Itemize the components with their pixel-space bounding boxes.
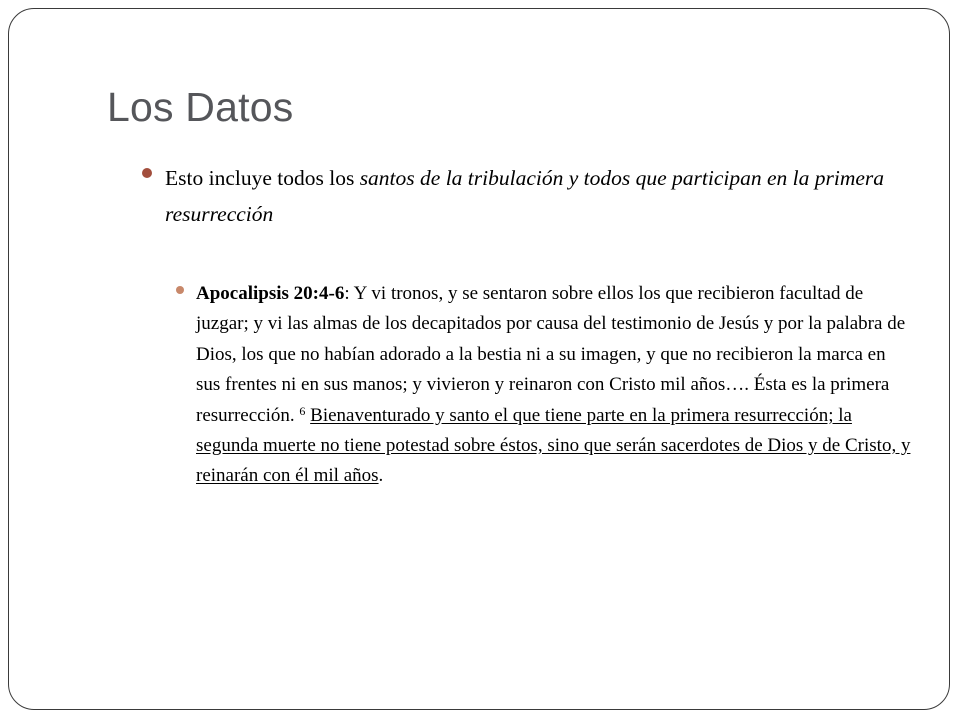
scripture-text: : Y vi tronos, y se sentaron sobre ellos los que recibieron facultad de juzgar; y vi las almas de los decapitados por causa del testimonio de Jesús y por la palabra de Dios, los que no habían adorado a la bestia ni a su imagen, y que no recibieron la marca en sus frentes ni en sus manos; y vivieron y reinaron con Cristo mil años…. Ésta es la primera resurrección. — [196, 283, 906, 426]
bullet-level-2 — [196, 279, 911, 492]
bullet1-plain-text: Esto incluye todos los — [165, 166, 360, 190]
bullet-dot-icon — [142, 168, 152, 178]
verse-number: 6 — [299, 403, 306, 418]
slide-title: Los Datos — [107, 84, 294, 130]
scripture-reference: Apocalipsis 20:4-6 — [196, 283, 345, 304]
scripture-end: . — [378, 465, 384, 487]
bullet-level-1 — [165, 160, 910, 232]
scripture-underlined-text: Bienaventurado y santo el que tiene parte en la primera resurrección; la segunda muerte no tiene potestad sobre éstos, sino que serán sacerdotes de Dios y de Cristo, y reinarán con él mil años — [196, 404, 911, 487]
bullet1-italic-text: santos de la tribulación y todos que participan en la primera resurrección — [165, 166, 885, 226]
sub-bullet-dot-icon — [176, 286, 184, 294]
